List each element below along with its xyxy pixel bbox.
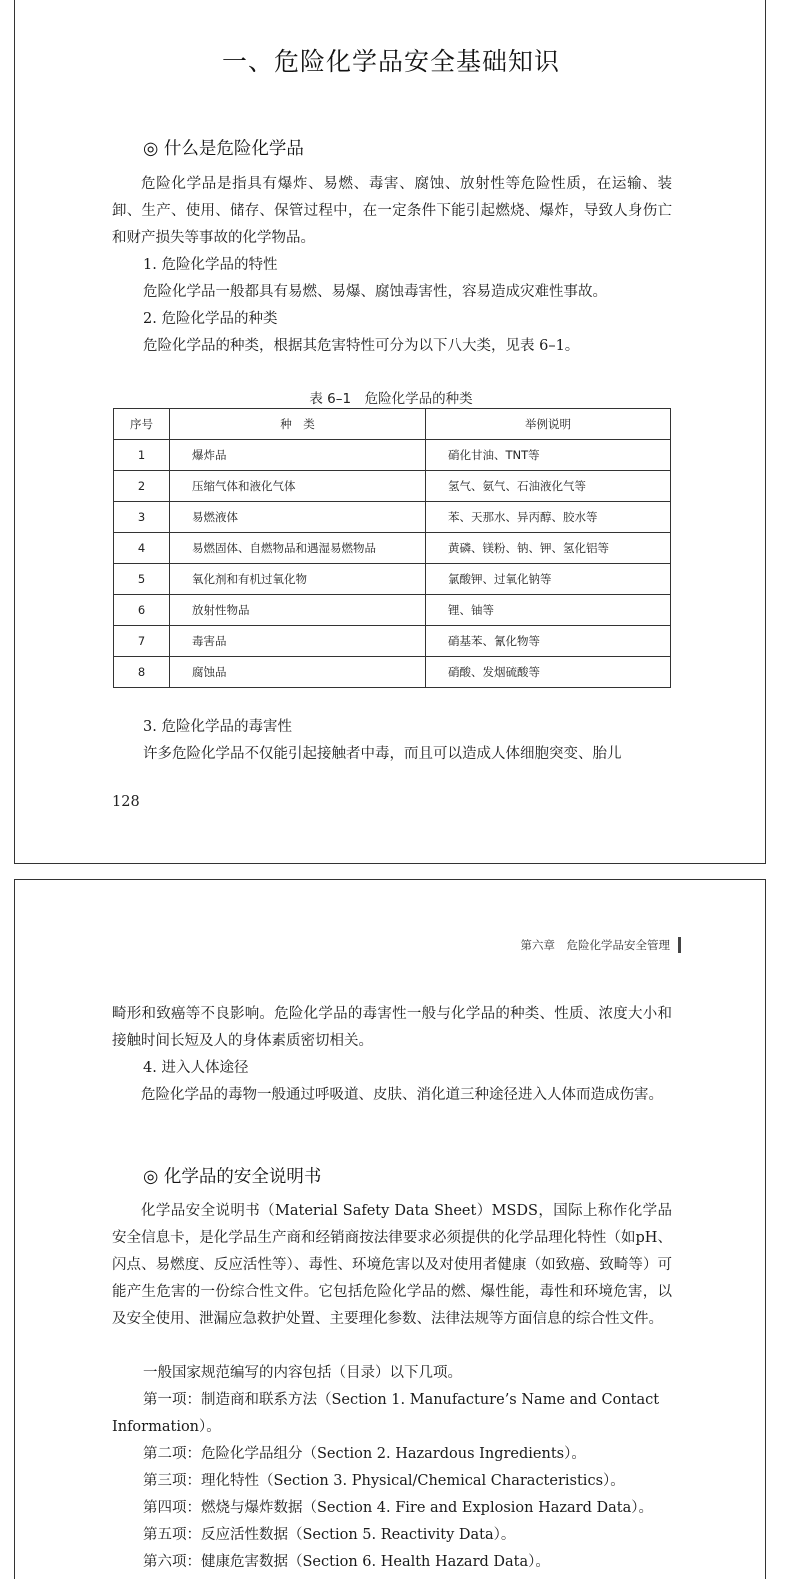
row-example: 氢气、氨气、石油液化气等 (426, 471, 671, 502)
header-example: 举例说明 (426, 409, 671, 440)
contents-item-2: 第二项：危险化学品组分（Section 2. Hazardous Ingredients）。 (143, 1446, 586, 1462)
running-head (521, 937, 682, 953)
section-heading-what-is-hazardous-chemical: ◎ 什么是危险化学品 (143, 139, 304, 159)
row-kind: 易燃液体 (170, 502, 426, 533)
row-example: 硝基苯、氰化物等 (426, 626, 671, 657)
table-row (114, 533, 671, 564)
continued-paragraph: 畸形和致癌等不良影响。危险化学品的毒害性一般与化学品的种类、性质、浓度大小和接触时间长短及人的身体素质密切相关。 (112, 1006, 672, 1049)
contents-item-6: 第六项：健康危害数据（Section 6. Health Hazard Data）。 (143, 1554, 550, 1570)
page-128 (14, 0, 766, 864)
contents-intro: 一般国家规范编写的内容包括（目录）以下几项。 (143, 1365, 462, 1381)
contents-item-1a: 第一项：制造商和联系方法（Section 1. Manufacture’s Name and Contact (143, 1392, 660, 1408)
row-kind: 放射性物品 (170, 595, 426, 626)
row-kind: 易燃固体、自燃物品和遇湿易燃物品 (170, 533, 426, 564)
row-index: 6 (114, 595, 170, 626)
item1-heading: 1. 危险化学品的特性 (143, 257, 278, 273)
row-kind: 爆炸品 (170, 440, 426, 471)
item3-text-start: 许多危险化学品不仅能引起接触者中毒，而且可以造成人体细胞突变、胎儿 (143, 746, 622, 762)
page-129 (14, 879, 766, 1579)
row-example: 硝酸、发烟硫酸等 (426, 657, 671, 688)
row-kind: 腐蚀品 (170, 657, 426, 688)
table-header-row (114, 409, 671, 440)
row-example: 黄磷、镁粉、钠、钾、氢化铝等 (426, 533, 671, 564)
table-row (114, 440, 671, 471)
item2-text: 危险化学品的种类，根据其危害特性可分为以下八大类，见表 6–1。 (143, 338, 580, 354)
row-index: 1 (114, 440, 170, 471)
item4-text: 危险化学品的毒物一般通过呼吸道、皮肤、消化道三种途径进入人体而造成伤害。 (141, 1087, 663, 1103)
contents-item-1b: Information）。 (112, 1419, 221, 1435)
row-kind: 氧化剂和有机过氧化物 (170, 564, 426, 595)
row-example: 氯酸钾、过氧化钠等 (426, 564, 671, 595)
table-row (114, 595, 671, 626)
running-head-text: 第六章 危险化学品安全管理 (520, 938, 670, 952)
row-index: 7 (114, 626, 170, 657)
contents-item-3: 第三项：理化特性（Section 3. Physical/Chemical Characteristics）。 (143, 1473, 625, 1489)
hazard-class-table (113, 408, 671, 688)
table-row (114, 564, 671, 595)
item1-text: 危险化学品一般都具有易燃、易爆、腐蚀毒害性，容易造成灾难性事故。 (143, 284, 607, 300)
row-example: 锂、铀等 (426, 595, 671, 626)
row-index: 2 (114, 471, 170, 502)
table-row (114, 657, 671, 688)
chapter-title: 一、危险化学品安全基础知识 (221, 47, 560, 76)
item2-heading: 2. 危险化学品的种类 (143, 311, 278, 327)
intro-paragraph: 危险化学品是指具有爆炸、易燃、毒害、腐蚀、放射性等危险性质，在运输、装卸、生产、使用、储存、保管过程中，在一定条件下能引起燃烧、爆炸，导致人身伤亡和财产损失等事故的化学物品。 (112, 176, 672, 246)
table-caption: 表 6–1 危险化学品的种类 (309, 391, 473, 407)
row-index: 4 (114, 533, 170, 564)
row-index: 3 (114, 502, 170, 533)
running-head-bar (678, 937, 681, 953)
item3-heading: 3. 危险化学品的毒害性 (143, 719, 292, 735)
row-example: 硝化甘油、TNT等 (426, 440, 671, 471)
row-index: 8 (114, 657, 170, 688)
row-example: 苯、天那水、异丙醇、胶水等 (426, 502, 671, 533)
page-number: 128 (112, 794, 140, 810)
contents-item-4: 第四项：燃烧与爆炸数据（Section 4. Fire and Explosion Hazard Data）。 (143, 1500, 653, 1516)
msds-paragraph: 化学品安全说明书（Material Safety Data Sheet）MSDS，国际上称作化学品安全信息卡，是化学品生产商和经销商按法律要求必须提供的化学品理化特性（如pH、闪点、易燃度、反应活性等）、毒性、环境危害以及对使用者健康（如致癌、致畸等）可能产生危害的一份综合性文件。它包括危险化学品的燃、爆性能，毒性和环境危害，以及安全使用、泄漏应急救护处置、主要理化参数、法律法规等方面信息的综合性文件。 (112, 1203, 672, 1327)
section-heading-msds: ◎ 化学品的安全说明书 (143, 1167, 322, 1187)
row-kind: 毒害品 (170, 626, 426, 657)
row-index: 5 (114, 564, 170, 595)
header-kind: 种 类 (170, 409, 426, 440)
table-row (114, 626, 671, 657)
table-row (114, 502, 671, 533)
contents-item-5: 第五项：反应活性数据（Section 5. Reactivity Data）。 (143, 1527, 516, 1543)
item4-heading: 4. 进入人体途径 (143, 1060, 249, 1076)
table-row (114, 471, 671, 502)
row-kind: 压缩气体和液化气体 (170, 471, 426, 502)
header-index: 序号 (114, 409, 170, 440)
